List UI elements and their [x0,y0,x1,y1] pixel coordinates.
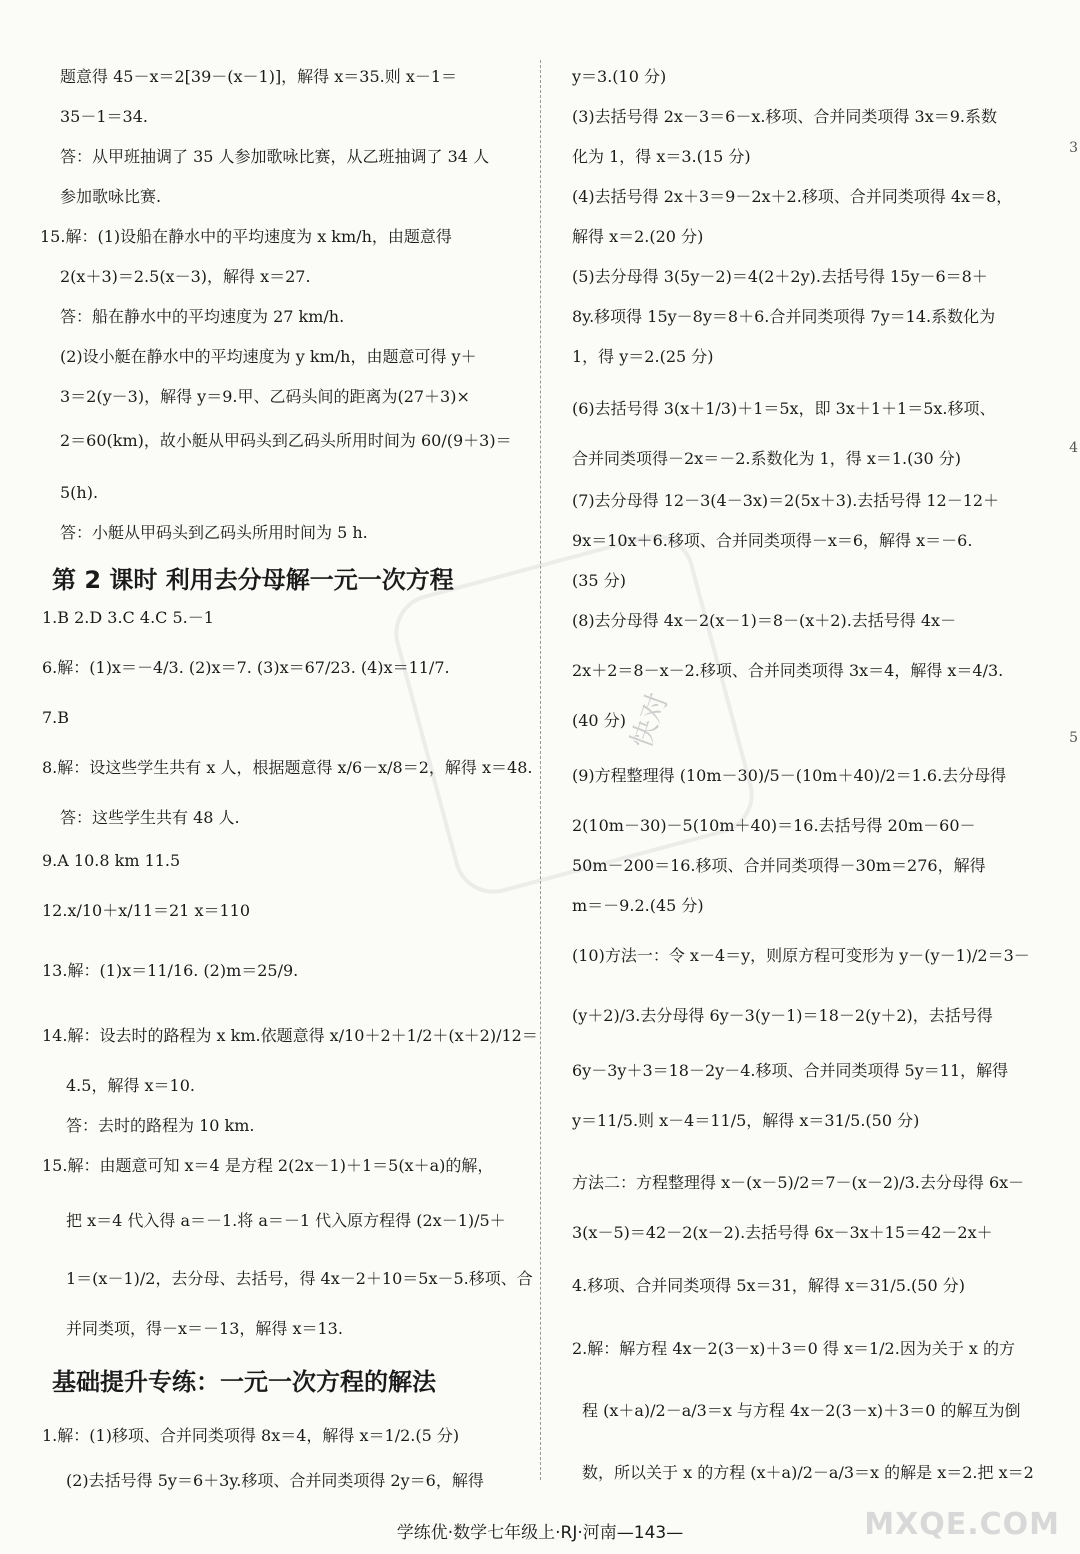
text-line: 题意得 45－x＝2[39－(x－1)]，解得 x＝35.则 x－1＝ [60,67,458,86]
text-line: 数，所以关于 x 的方程 (x＋a)/2－a/3＝x 的解是 x＝2.把 x＝2 [582,1463,1034,1482]
text-line: 35－1＝34. [60,107,148,126]
text-line: 参加歌咏比赛. [60,187,162,206]
text-line: 13.解：(1)x＝11/16. (2)m＝25/9. [42,961,299,980]
text-line: 1.解：(1)移项、合并同类项得 8x＝4，解得 x＝1/2.(5 分) [42,1426,460,1445]
text-line: 化为 1，得 x＝3.(15 分) [572,147,751,166]
text-line: 4.5，解得 x＝10. [66,1076,196,1095]
section-heading-lesson-2: 第 2 课时 利用去分母解一元一次方程 [52,566,454,594]
text-line: 2.解：解方程 4x－2(3－x)＋3＝0 得 x＝1/2.因为关于 x 的方 [572,1339,1016,1358]
text-line: 6.解：(1)x＝－4/3. (2)x＝7. (3)x＝67/23. (4)x＝11/7. [42,658,450,677]
text-line: 并同类项，得－x＝－13，解得 x＝13. [66,1319,343,1338]
text-line: 2x＋2＝8－x－2.移项、合并同类项得 3x＝4，解得 x＝4/3. [572,661,1004,680]
text-line: 8.解：设这些学生共有 x 人，根据题意得 x/6－x/8＝2，解得 x＝48. [42,758,533,777]
text-line: 答：这些学生共有 48 人. [60,808,240,827]
text-line: 答：从甲班抽调了 35 人参加歌咏比赛，从乙班抽调了 34 人 [60,147,490,166]
text-line: 15.解：(1)设船在静水中的平均速度为 x km/h，由题意得 [40,227,452,246]
text-line: y＝11/5.则 x－4＝11/5，解得 x＝31/5.(50 分) [572,1111,920,1130]
text-line: 答：去时的路程为 10 km. [66,1116,255,1135]
text-line: 1.B 2.D 3.C 4.C 5.－1 [42,608,214,627]
text-line: (y＋2)/3.去分母得 6y－3(y－1)＝18－2(y＋2)，去括号得 [572,1006,993,1025]
text-line: m＝－9.2.(45 分) [572,896,704,915]
section-heading-practice: 基础提升专练：一元一次方程的解法 [52,1368,436,1396]
text-line: (9)方程整理得 (10m－30)/5－(10m＋40)/2＝1.6.去分母得 [572,766,1007,785]
text-line: 程 (x＋a)/2－a/3＝x 与方程 4x－2(3－x)＋3＝0 的解互为倒 [582,1401,1021,1420]
edge-number: 4 [1069,440,1078,456]
text-line: 9x＝10x＋6.移项、合并同类项得－x＝6，解得 x＝－6. [572,531,973,550]
text-line: 2＝60(km)，故小艇从甲码头到乙码头所用时间为 60/(9＋3)＝ [60,431,512,450]
text-line: 答：船在静水中的平均速度为 27 km/h. [60,307,345,326]
text-line: 8y.移项得 15y－8y＝8＋6.合并同类项得 7y＝14.系数化为 [572,307,996,326]
text-line: 6y－3y＋3＝18－2y－4.移项、合并同类项得 5y＝11，解得 [572,1061,1009,1080]
text-line: 3(x－5)＝42－2(x－2).去括号得 6x－3x＋15＝42－2x＋ [572,1223,993,1242]
text-line: 9.A 10.8 km 11.5 [42,851,181,870]
kuaidui-watermark-text: 快对 [624,688,675,753]
text-line: 3＝2(y－3)，解得 y＝9.甲、乙码头间的距离为(27＋3)× [60,387,470,406]
text-line: 方法二：方程整理得 x－(x－5)/2＝7－(x－2)/3.去分母得 6x－ [572,1173,1025,1192]
text-line: (6)去括号得 3(x＋1/3)＋1＝5x，即 3x＋1＋1＝5x.移项、 [572,399,996,418]
text-line: (4)去括号得 2x＋3＝9－2x＋2.移项、合并同类项得 4x＝8， [572,187,1013,206]
text-line: 2(10m－30)－5(10m＋40)＝16.去括号得 20m－60－ [572,816,976,835]
text-line: 14.解：设去时的路程为 x km.依题意得 x/10＋2＋1/2＋(x＋2)/12＝ [42,1026,538,1045]
text-line: (35 分) [572,571,626,590]
text-line: 答：小艇从甲码头到乙码头所用时间为 5 h. [60,523,368,542]
text-line: 解得 x＝2.(20 分) [572,227,704,246]
edge-number: 3 [1069,140,1078,156]
text-line: (7)去分母得 12－3(4－3x)＝2(5x＋3).去括号得 12－12＋ [572,491,1000,510]
text-line: 15.解：由题意可知 x＝4 是方程 2(2x－1)＋1＝5(x＋a)的解， [42,1156,494,1175]
edge-number: 5 [1069,730,1078,746]
text-line: (3)去括号得 2x－3＝6－x.移项、合并同类项得 3x＝9.系数 [572,107,997,126]
text-line: 2(x＋3)＝2.5(x－3)，解得 x＝27. [60,267,311,286]
text-line: 4.移项、合并同类项得 5x＝31，解得 x＝31/5.(50 分) [572,1276,965,1295]
text-line: (10)方法一：令 x－4＝y，则原方程可变形为 y－(y－1)/2＝3－ [572,946,1030,965]
site-watermark: MXQE.COM [864,1507,1060,1542]
text-line: 12.x/10＋x/11＝21 x＝110 [42,901,251,920]
text-line: 把 x＝4 代入得 a＝－1.将 a＝－1 代入原方程得 (2x－1)/5＋ [66,1211,506,1230]
text-line: (2)设小艇在静水中的平均速度为 y km/h，由题意可得 y＋ [60,347,477,366]
text-line: 5(h). [60,483,99,502]
text-line: 合并同类项得－2x＝－2.系数化为 1，得 x＝1.(30 分) [572,449,962,468]
text-line: (40 分) [572,711,626,730]
text-line: 7.B [42,708,70,727]
column-divider [540,60,541,1480]
text-line: (8)去分母得 4x－2(x－1)＝8－(x＋2).去括号得 4x－ [572,611,957,630]
page-footer: 学练优·数学七年级上·RJ·河南—143— [396,1523,684,1543]
text-line: 1＝(x－1)/2，去分母、去括号，得 4x－2＋10＝5x－5.移项、合 [66,1269,533,1288]
text-line: (2)去括号得 5y＝6＋3y.移项、合并同类项得 2y＝6，解得 [66,1471,484,1490]
text-line: (5)去分母得 3(5y－2)＝4(2＋2y).去括号得 15y－6＝8＋ [572,267,988,286]
text-line: y＝3.(10 分) [572,67,667,86]
text-line: 1，得 y＝2.(25 分) [572,347,714,366]
text-line: 50m－200＝16.移项、合并同类项得－30m＝276，解得 [572,856,986,875]
